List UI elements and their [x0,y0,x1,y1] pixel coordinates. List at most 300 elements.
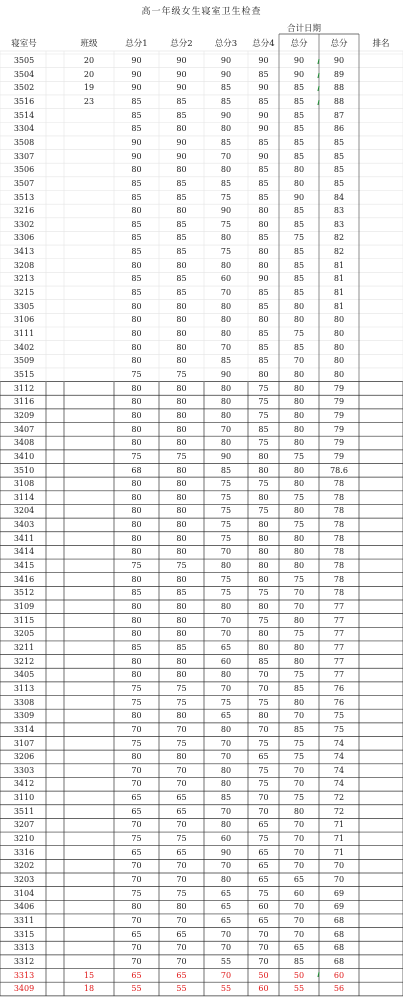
score2-cell: 80 [176,124,187,134]
score3-cell: 85 [220,356,232,366]
class-cell: 23 [83,96,95,106]
total-a-cell: 85 [293,151,305,161]
score4-cell: 80 [258,711,269,721]
total-a-cell: 65 [293,943,305,953]
total-a-cell: 85 [293,219,305,229]
table-row [0,573,403,587]
score4-cell: 85 [258,165,269,175]
score1-cell: 80 [131,615,142,625]
total-b-cell: 78 [333,561,345,571]
score2-cell: 85 [176,588,187,598]
dorm-cell: 3513 [13,192,35,202]
score4-cell: 75 [258,588,269,598]
score1-cell: 80 [131,506,142,516]
score1-cell: 80 [131,711,142,721]
total-a-cell: 80 [293,424,305,434]
score1-cell: 85 [131,274,142,284]
total-a-cell: 80 [293,397,305,407]
total-a-cell: 70 [293,902,305,912]
dorm-cell: 3316 [13,847,35,857]
score2-cell: 80 [176,902,187,912]
total-b-cell: 75 [333,724,345,734]
table-row [0,218,403,232]
score3-cell: 70 [220,752,232,762]
total-a-cell: 80 [293,315,305,325]
score3-cell: 80 [220,724,232,734]
score4-cell: 80 [258,247,269,257]
score2-cell: 70 [176,765,187,775]
total-a-cell: 80 [293,410,305,420]
dorm-cell: 3205 [13,629,35,639]
score3-cell: 80 [220,875,232,884]
total-a-cell: 80 [293,369,305,379]
total-a-cell: 85 [293,247,305,257]
table-row [0,191,403,205]
total-b-cell: 72 [333,793,345,803]
table-row [0,81,403,95]
total-a-cell: 80 [293,479,305,489]
score2-cell: 65 [176,970,187,980]
score4-cell: 85 [258,137,269,147]
score2-cell: 70 [176,875,187,884]
score4-cell: 90 [258,124,269,134]
table-row [0,436,403,450]
score3-cell: 65 [220,711,232,721]
score3-cell: 70 [220,943,232,953]
score4-cell: 80 [258,547,269,557]
dorm-cell: 3512 [13,588,35,598]
score4-cell: 80 [258,369,269,379]
class-cell: 19 [83,83,95,93]
total-b-cell: 78 [333,479,345,489]
dorm-cell: 3515 [13,369,35,379]
table-row [0,737,403,751]
total-b-cell: 79 [333,397,345,407]
score4-cell: 80 [258,629,269,639]
score4-cell: 80 [258,561,269,571]
table-row [0,177,403,191]
score4-cell: 85 [258,342,269,352]
score1-cell: 80 [131,342,142,352]
score4-cell: 85 [258,192,269,202]
table-row [0,805,403,819]
total-a-cell: 75 [293,520,305,530]
total-b-cell: 77 [333,642,345,652]
score2-cell: 70 [176,779,187,789]
total-b-cell: 76 [333,683,345,693]
score3-cell: 80 [220,820,232,830]
score3-cell: 80 [220,670,232,680]
score2-cell: 85 [176,178,187,188]
score2-cell: 80 [176,410,187,420]
score2-cell: 80 [176,383,187,393]
score3-cell: 80 [220,765,232,775]
dorm-cell: 3206 [13,752,35,762]
table-row [0,231,403,245]
total-a-cell: 75 [293,793,305,803]
table-row [0,259,403,273]
score3-cell: 80 [220,561,232,571]
score1-cell: 70 [131,943,142,953]
dorm-cell: 3508 [13,137,35,147]
total-a-cell: 70 [293,847,305,857]
score4-cell: 70 [258,943,269,953]
dorm-cell: 3305 [13,301,35,311]
dorm-cell: 3211 [13,642,35,652]
table-row [0,504,403,518]
score1-cell: 70 [131,779,142,789]
score1-cell: 80 [131,670,142,680]
table-row [0,559,403,573]
table-row [0,832,403,846]
score2-cell: 80 [176,506,187,516]
dorm-cell: 3416 [13,574,35,584]
score2-cell: 80 [176,397,187,407]
dorm-cell: 3313 [13,943,35,953]
dorm-cell: 3510 [13,465,35,475]
table-row [0,450,403,464]
table-row [0,723,403,737]
table-row [0,682,403,696]
total-b-cell: 85 [333,151,345,161]
score4-cell: 60 [258,902,269,912]
score2-cell: 90 [176,151,187,161]
score2-cell: 80 [176,711,187,721]
score3-cell: 85 [220,137,232,147]
dorm-cell: 3406 [13,902,35,912]
total-a-cell: 85 [293,110,305,120]
table-row [0,68,403,82]
score4-cell: 70 [258,724,269,734]
score1-cell: 80 [131,424,142,434]
total-b-cell: 78 [333,520,345,530]
score3-cell: 70 [220,424,232,434]
score2-cell: 80 [176,356,187,366]
score3-cell: 75 [220,192,232,202]
dorm-cell: 3504 [13,69,35,79]
dorm-cell: 3506 [13,165,35,175]
total-a-cell: 80 [293,547,305,557]
total-b-cell: 79 [333,383,345,393]
score2-cell: 80 [176,424,187,434]
total-a-cell: 80 [293,165,305,175]
total-a-cell: 85 [293,342,305,352]
total-a-cell: 70 [293,861,305,871]
total-a-cell: 75 [293,233,305,243]
score1-cell: 80 [131,479,142,489]
dorm-cell: 3314 [13,724,35,734]
sheet-title: 高一年级女生寝室卫生检查 [141,7,262,17]
dorm-cell: 3407 [13,424,35,434]
dorm-cell: 3308 [13,697,35,707]
score4-cell: 90 [258,274,269,284]
total-b-cell: 74 [333,765,345,775]
score3-cell: 80 [220,301,232,311]
dorm-cell: 3207 [13,820,35,830]
total-b-cell: 80 [333,342,345,352]
score2-cell: 80 [176,465,187,475]
score1-cell: 80 [131,315,142,325]
score4-cell: 85 [258,301,269,311]
dorm-cell: 3311 [13,915,35,925]
dorm-cell: 3514 [13,110,35,120]
score1-cell: 75 [131,834,142,844]
score2-cell: 75 [176,683,187,693]
total-b-cell: 79 [333,451,345,461]
score1-cell: 85 [131,178,142,188]
dorm-cell: 3114 [13,492,35,502]
total-b-cell: 84 [333,192,345,202]
score2-cell: 80 [176,260,187,270]
score4-cell: 65 [258,820,269,830]
table-row [0,955,403,969]
table-row [0,122,403,136]
score1-cell: 65 [131,847,142,857]
total-b-cell: 78.6 [330,465,348,475]
score4-cell: 70 [258,793,269,803]
table-row [0,928,403,942]
total-b-cell: 79 [333,438,345,448]
dorm-cell: 3209 [13,410,35,420]
score2-cell: 65 [176,793,187,803]
score3-cell: 80 [220,165,232,175]
score2-cell: 80 [176,547,187,557]
score1-cell: 70 [131,875,142,884]
score1-cell: 90 [131,56,142,65]
score1-cell: 75 [131,697,142,707]
table-row [0,109,403,123]
class-cell: 15 [83,970,95,980]
score1-cell: 70 [131,956,142,966]
table-row [0,887,403,901]
score3-cell: 80 [220,438,232,448]
score3-cell: 90 [220,369,232,379]
score1-cell: 85 [131,288,142,298]
score2-cell: 55 [176,984,187,994]
header-total-a: 总分 [290,39,308,49]
score4-cell: 85 [258,329,269,338]
table-row [0,423,403,437]
dorm-cell: 3111 [13,329,35,338]
score4-cell: 75 [258,779,269,789]
score2-cell: 80 [176,656,187,666]
score1-cell: 80 [131,397,142,407]
class-cell: 18 [83,984,95,994]
score2-cell: 80 [176,533,187,543]
total-b-cell: 83 [333,206,345,216]
table-row [0,395,403,409]
dorm-cell: 3202 [13,861,35,871]
score1-cell: 55 [131,984,142,994]
dorm-cell: 3112 [13,383,35,393]
total-a-cell: 75 [293,574,305,584]
total-a-cell: 75 [293,738,305,748]
total-a-cell: 75 [293,629,305,639]
total-a-cell: 80 [293,533,305,543]
dorm-cell: 3315 [13,929,35,939]
dorm-cell: 3403 [13,520,35,530]
score1-cell: 80 [131,410,142,420]
total-b-cell: 74 [333,752,345,762]
score4-cell: 80 [258,465,269,475]
score1-cell: 80 [131,165,142,175]
total-a-cell: 75 [293,329,305,338]
score3-cell: 85 [220,465,232,475]
score2-cell: 70 [176,956,187,966]
dorm-cell: 3104 [13,888,35,898]
total-a-cell: 75 [293,752,305,762]
score4-cell: 75 [258,383,269,393]
total-a-cell: 70 [293,711,305,721]
score2-cell: 80 [176,492,187,502]
header-rank: 排名 [372,39,390,49]
score4-cell: 65 [258,915,269,925]
header-dorm: 寝室号 [11,39,37,49]
total-b-cell: 68 [333,956,345,966]
score3-cell: 90 [220,56,232,65]
score4-cell: 85 [258,356,269,366]
total-b-cell: 85 [333,137,345,147]
score1-cell: 75 [131,451,142,461]
table-row [0,764,403,778]
score3-cell: 65 [220,888,232,898]
total-a-cell: 90 [293,192,305,202]
score2-cell: 80 [176,670,187,680]
total-b-cell: 77 [333,629,345,639]
score4-cell: 80 [258,602,269,611]
total-a-cell: 80 [293,301,305,311]
total-b-cell: 78 [333,492,345,502]
total-a-cell: 65 [293,875,305,884]
table-row [0,545,403,559]
score3-cell: 70 [220,288,232,298]
score2-cell: 80 [176,629,187,639]
total-a-cell: 50 [293,970,305,980]
total-b-cell: 89 [333,69,345,79]
score4-cell: 50 [258,970,269,980]
total-b-cell: 69 [333,902,345,912]
score4-cell: 70 [258,683,269,693]
total-a-cell: 85 [293,83,305,93]
score3-cell: 70 [220,929,232,939]
total-a-cell: 85 [293,206,305,216]
score3-cell: 75 [220,697,232,707]
score4-cell: 90 [258,151,269,161]
total-b-cell: 70 [333,875,345,884]
score1-cell: 85 [131,219,142,229]
table-row [0,313,403,327]
total-a-cell: 80 [293,506,305,516]
dorm-cell: 3511 [13,806,35,816]
dorm-cell: 3313 [13,970,35,980]
total-b-cell: 86 [333,124,345,134]
score4-cell: 80 [258,533,269,543]
score3-cell: 75 [220,219,232,229]
score4-cell: 85 [258,233,269,243]
score4-cell: 90 [258,83,269,93]
table-row [0,709,403,723]
score1-cell: 75 [131,683,142,693]
total-b-cell: 81 [333,274,345,284]
score3-cell: 80 [220,602,232,611]
total-a-cell: 85 [293,683,305,693]
score4-cell: 75 [258,438,269,448]
score1-cell: 70 [131,820,142,830]
total-b-cell: 79 [333,410,345,420]
score3-cell: 70 [220,806,232,816]
table-row [0,750,403,764]
dorm-cell: 3502 [13,83,35,93]
header-score3: 总分3 [214,39,238,49]
table-row [0,777,403,791]
score4-cell: 80 [258,260,269,270]
total-a-cell: 70 [293,588,305,598]
score3-cell: 80 [220,383,232,393]
total-b-cell: 74 [333,738,345,748]
total-b-cell: 79 [333,424,345,434]
total-a-cell: 80 [293,178,305,188]
score4-cell: 80 [258,642,269,652]
score1-cell: 85 [131,588,142,598]
total-b-cell: 88 [333,83,345,93]
table-row [0,54,403,68]
score2-cell: 80 [176,574,187,584]
score2-cell: 75 [176,369,187,379]
table-row [0,941,403,955]
score1-cell: 85 [131,96,142,106]
score4-cell: 80 [258,451,269,461]
dorm-cell: 3412 [13,779,35,789]
score4-cell: 70 [258,956,269,966]
total-a-cell: 80 [293,465,305,475]
score3-cell: 75 [220,492,232,502]
score3-cell: 85 [220,793,232,803]
total-a-cell: 80 [293,656,305,666]
score2-cell: 65 [176,929,187,939]
table-row [0,914,403,928]
total-a-cell: 80 [293,806,305,816]
score2-cell: 90 [176,83,187,93]
score4-cell: 85 [258,96,269,106]
table-row [0,982,403,996]
total-b-cell: 90 [333,56,345,65]
dorm-cell: 3409 [13,984,35,994]
table-row [0,859,403,873]
table-row [0,586,403,600]
score2-cell: 75 [176,451,187,461]
score3-cell: 65 [220,915,232,925]
total-a-cell: 85 [293,96,305,106]
total-b-cell: 77 [333,670,345,680]
score2-cell: 80 [176,315,187,325]
dorm-cell: 3110 [13,793,35,803]
dorm-cell: 3408 [13,438,35,448]
score3-cell: 60 [220,656,232,666]
score2-cell: 70 [176,943,187,953]
table-row [0,163,403,177]
total-a-cell: 80 [293,438,305,448]
score1-cell: 80 [131,383,142,393]
score3-cell: 60 [220,834,232,844]
score2-cell: 75 [176,888,187,898]
total-b-cell: 80 [333,369,345,379]
total-b-cell: 75 [333,711,345,721]
dorm-cell: 3516 [13,96,35,106]
score1-cell: 70 [131,724,142,734]
score4-cell: 80 [258,206,269,216]
score1-cell: 80 [131,356,142,366]
score3-cell: 90 [220,206,232,216]
